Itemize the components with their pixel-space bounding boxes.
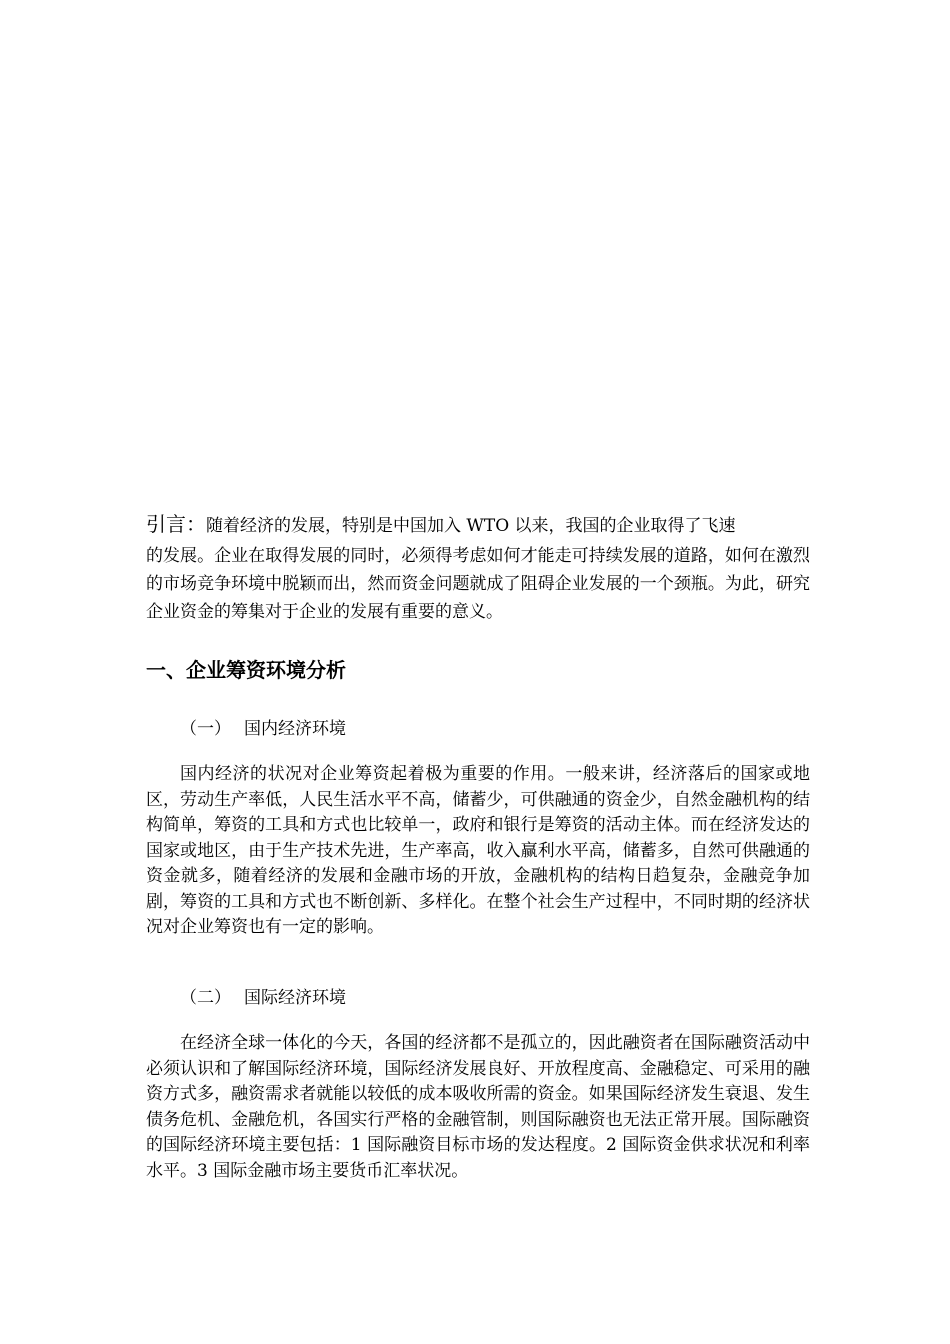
- subsection-heading-international: [180, 985, 740, 1011]
- international-economy-paragraph: 在经济全球一体化的今天，各国的经济都不是孤立的，因此融资者在国际融资活动中必须认识和了解国际经济环境，国际经济发展良好、开放程度高、金融稳定、可采用的融资方式多，融资需求者就能以较低的成本吸收所需的资金。如果国际经济发生衰退、发生债务危机、金融危机，各国实行严格的金融管制，则国际融资也无法正常开展。国际融资的国际经济环境主要包括：1 国际融资目标市场的发达程度。2 国际资金供求状况和利率水平。3 国际金融市场主要货币汇率状况。: [146, 1033, 810, 1181]
- section-heading: 一、企业筹资环境分析: [146, 658, 346, 682]
- domestic-economy-paragraph: 国内经济的状况对企业筹资起着极为重要的作用。一般来讲，经济落后的国家或地区，劳动生产率低，人民生活水平不高，储蓄少，可供融通的资金少，自然金融机构的结构简单，筹资的工具和方式也比较单一，政府和银行是筹资的活动主体。而在经济发达的国家或地区，由于生产技术先进，生产率高，收入赢利水平高，储蓄多，自然可供融通的资金就多，随着经济的发展和金融市场的开放，金融机构的结构日趋复杂，金融竞争加剧，筹资的工具和方式也不断创新、多样化。在整个社会生产过程中，不同时期的经济状况对企业筹资也有一定的影响。: [146, 764, 810, 937]
- intro-first-line: [146, 510, 810, 540]
- subsection-title: 国际经济环境: [244, 988, 346, 1008]
- subsection-heading-domestic: [180, 716, 740, 742]
- subsection-number: （一）: [180, 719, 231, 739]
- intro-body: 的发展。企业在取得发展的同时，必须得考虑如何才能走可持续发展的道路，如何在激烈的市场竞争环境中脱颖而出，然而资金问题就成了阻碍企业发展的一个颈瓶。为此，研究企业资金的筹集对于企业的发展有重要的意义。: [146, 546, 810, 622]
- intro-line1: 随着经济的发展，特别是中国加入 WTO 以来，我国的企业取得了飞速: [206, 516, 736, 536]
- intro-paragraph: [146, 510, 810, 626]
- intro-lead-label: 引言：: [146, 512, 206, 536]
- subsection-title: 国内经济环境: [244, 719, 346, 739]
- subsection-number: （二）: [180, 988, 231, 1008]
